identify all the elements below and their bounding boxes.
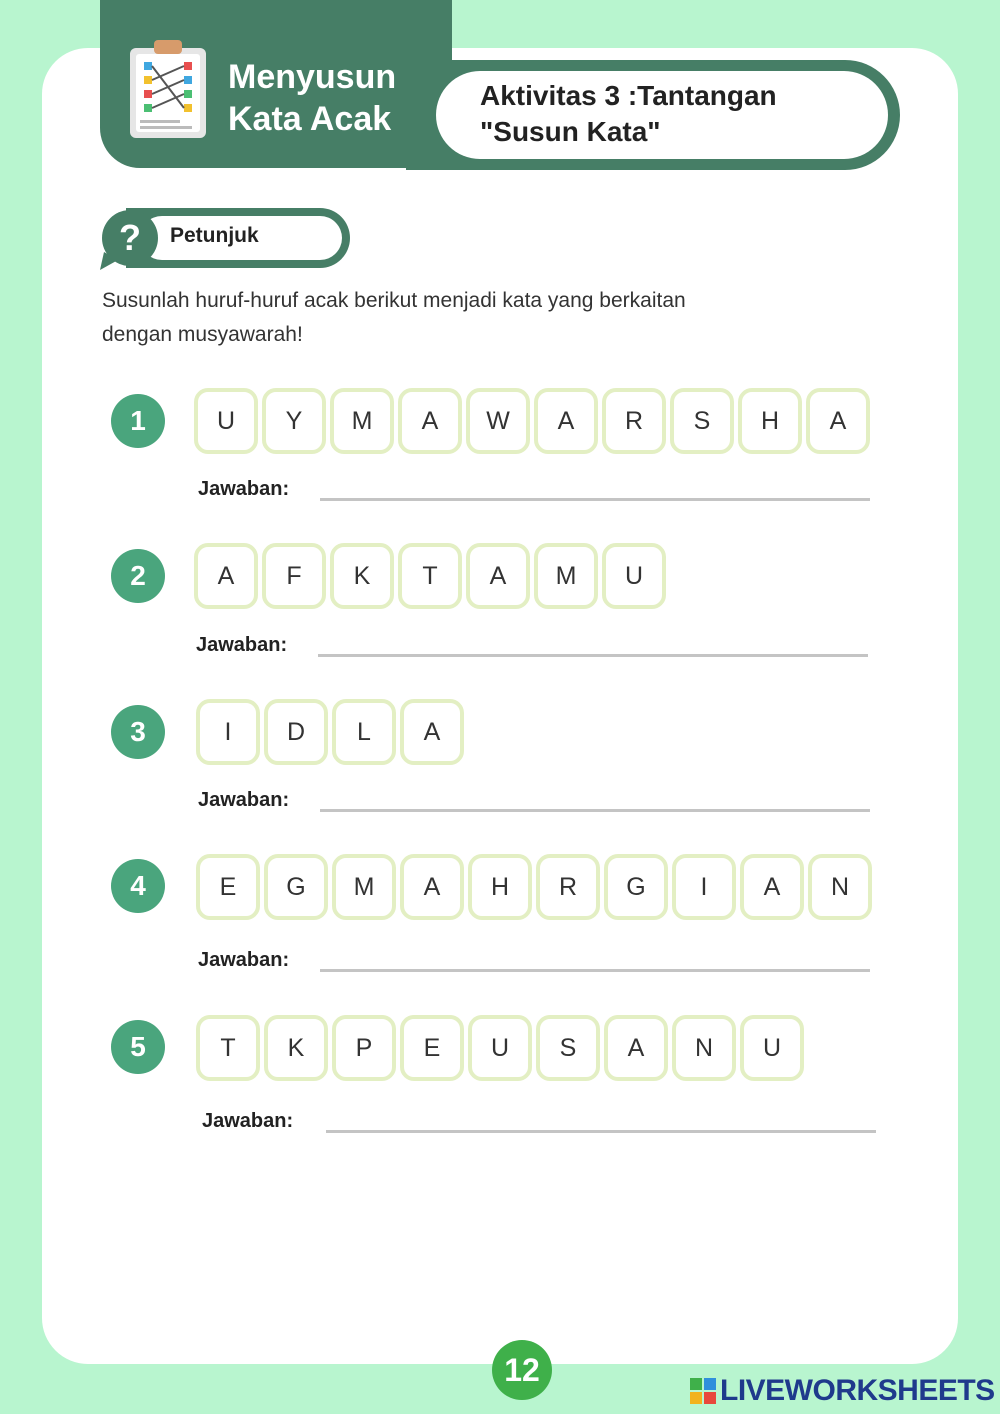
liveworksheets-logo-icon — [690, 1378, 716, 1404]
question-4-letters — [196, 854, 872, 920]
question-5-answer-label: Jawaban: — [202, 1110, 294, 1132]
question-3-answer-field[interactable] — [320, 809, 870, 812]
svg-text:?: ? — [119, 217, 141, 258]
letter-tile: T — [398, 543, 462, 609]
question-5-number: 5 — [111, 1020, 165, 1074]
question-2-answer-label: Jawaban: — [196, 634, 288, 656]
letter-tile: M — [330, 388, 394, 454]
letter-tile: H — [738, 388, 802, 454]
letter-tile: E — [196, 854, 260, 920]
letter-tile: G — [264, 854, 328, 920]
question-3-answer-label: Jawaban: — [198, 789, 290, 811]
letter-tile: I — [672, 854, 736, 920]
activity-line-1: Aktivitas 3 :Tantangan — [480, 80, 777, 111]
letter-tile: A — [398, 388, 462, 454]
letter-tile: R — [536, 854, 600, 920]
page-number-badge: 12 — [492, 1340, 552, 1400]
letter-tile: A — [400, 699, 464, 765]
question-1-letters — [194, 388, 870, 454]
letter-tile: A — [534, 388, 598, 454]
letter-tile: A — [466, 543, 530, 609]
letter-tile: K — [330, 543, 394, 609]
instructions-text — [102, 284, 802, 352]
letter-tile: Y — [262, 388, 326, 454]
letter-tile: K — [264, 1015, 328, 1081]
letter-tile: N — [808, 854, 872, 920]
letter-tile: D — [264, 699, 328, 765]
letter-tile: U — [468, 1015, 532, 1081]
letter-tile: G — [604, 854, 668, 920]
activity-title — [480, 78, 870, 150]
question-1-answer-label: Jawaban: — [198, 478, 290, 500]
question-5-answer-field[interactable] — [326, 1130, 876, 1133]
question-4-number: 4 — [111, 859, 165, 913]
letter-tile: P — [332, 1015, 396, 1081]
activity-line-2: "Susun Kata" — [480, 116, 661, 147]
brand-logo[interactable] — [690, 1374, 995, 1408]
question-1-answer-field[interactable] — [320, 498, 870, 501]
letter-tile: N — [672, 1015, 736, 1081]
letter-tile: U — [602, 543, 666, 609]
instructions-label: Petunjuk — [170, 224, 259, 247]
letter-tile: I — [196, 699, 260, 765]
question-5-letters — [196, 1015, 804, 1081]
clipboard-icon — [126, 38, 210, 140]
question-2-answer-field[interactable] — [318, 654, 868, 657]
letter-tile: U — [194, 388, 258, 454]
question-3-number: 3 — [111, 705, 165, 759]
letter-tile: S — [536, 1015, 600, 1081]
letter-tile: E — [400, 1015, 464, 1081]
instructions-line-1: Susunlah huruf-huruf acak berikut menjadi kata yang berkaitan — [102, 289, 686, 312]
letter-tile: M — [534, 543, 598, 609]
question-1-number: 1 — [111, 394, 165, 448]
question-2-number: 2 — [111, 549, 165, 603]
letter-tile: M — [332, 854, 396, 920]
letter-tile: R — [602, 388, 666, 454]
letter-tile: F — [262, 543, 326, 609]
question-bubble-icon — [98, 208, 162, 272]
letter-tile: A — [806, 388, 870, 454]
letter-tile: S — [670, 388, 734, 454]
letter-tile: A — [194, 543, 258, 609]
title-line-1: Menyusun — [228, 58, 397, 96]
letter-tile: A — [604, 1015, 668, 1081]
question-2-letters — [194, 543, 666, 609]
letter-tile: T — [196, 1015, 260, 1081]
title-line-2: Kata Acak — [228, 100, 392, 138]
letter-tile: W — [466, 388, 530, 454]
letter-tile: A — [740, 854, 804, 920]
letter-tile: H — [468, 854, 532, 920]
worksheet-title — [228, 56, 438, 140]
brand-name: LIVEWORKSHEETS — [720, 1374, 995, 1407]
letter-tile: L — [332, 699, 396, 765]
instructions-line-2: dengan musyawarah! — [102, 323, 303, 346]
question-4-answer-label: Jawaban: — [198, 949, 290, 971]
question-3-letters — [196, 699, 464, 765]
letter-tile: U — [740, 1015, 804, 1081]
letter-tile: A — [400, 854, 464, 920]
question-4-answer-field[interactable] — [320, 969, 870, 972]
